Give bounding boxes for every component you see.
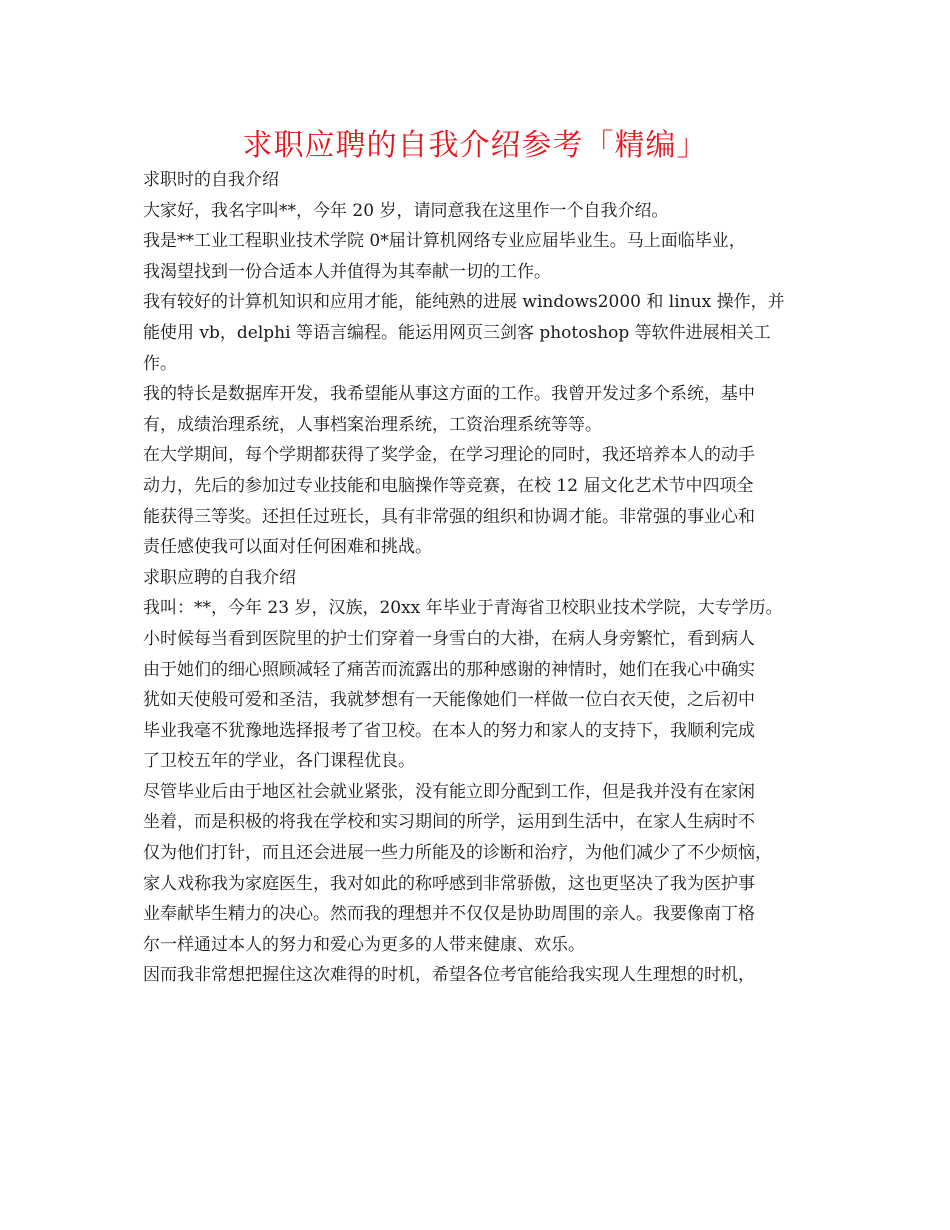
text-line: 我是**工业工程职业技术学院 0*届计算机网络专业应届毕业生。马上面临毕业， [143,231,746,252]
section-heading: 求职时的自我介绍 [143,170,279,190]
text-line: 家人戏称我为家庭医生，我对如此的称呼感到非常骄傲，这也更坚决了我为医护事 [143,873,755,894]
text-line: 大家好，我名字叫**，今年 20 岁，请同意我在这里作一个自我介绍。 [143,200,669,221]
text-line: 小时候每当看到医院里的护士们穿着一身雪白的大褂，在病人身旁繁忙，看到病人 [143,628,755,649]
text-line: 仅为他们打针，而且还会进展一些力所能及的诊断和治疗，为他们减少了不少烦恼， [143,843,772,864]
text-line: 了卫校五年的学业，各门课程优良。 [143,751,415,772]
text-line: 能使用 vb，delphi 等语言编程。能运用网页三剑客 photoshop 等软件进展相关工 [143,322,771,343]
text-line: 作。 [143,353,177,374]
text-line: 动力，先后的参加过专业技能和电脑操作等竞赛，在校 12 届文化艺术节中四项全 [143,475,754,496]
text-line: 犹如天使般可爱和圣洁，我就梦想有一天能像她们一样做一位白衣天使，之后初中 [143,690,755,711]
text-line: 能获得三等奖。还担任过班长，具有非常强的组织和协调才能。非常强的事业心和 [143,506,755,527]
text-line: 我的特长是数据库开发，我希望能从事这方面的工作。我曾开发过多个系统，基中 [143,384,755,405]
text-line: 毕业我毫不犹豫地选择报考了省卫校。在本人的努力和家人的支持下，我顺利完成 [143,720,755,741]
text-line: 我叫：**，今年 23 岁，汉族，20xx 年毕业于青海省卫校职业技术学院，大专学历。 [143,598,783,619]
text-line: 由于她们的细心照顾减轻了痛苦而流露出的那种感谢的神情时，她们在我心中确实 [143,659,755,680]
document-title: 求职应聘的自我介绍参考「精编」 [242,128,708,163]
text-line: 尽管毕业后由于地区社会就业紧张，没有能立即分配到工作，但是我并没有在家闲 [143,781,755,802]
document-body [143,165,815,991]
text-line: 业奉献毕生精力的决心。然而我的理想并不仅仅是协助周围的亲人。我要像南丁格 [143,904,755,925]
text-line: 责任感使我可以面对任何困难和挑战。 [143,537,432,558]
text-line: 我有较好的计算机知识和应用才能，能纯熟的进展 windows2000 和 linux 操作，并 [143,292,785,313]
text-line: 我渴望找到一份合适本人并值得为其奉献一切的工作。 [143,261,551,282]
text-line: 有，成绩治理系统，人事档案治理系统，工资治理系统等等。 [143,414,602,435]
text-line: 坐着，而是积极的将我在学校和实习期间的所学，运用到生活中，在家人生病时不 [143,812,755,833]
section-heading: 求职应聘的自我介绍 [143,567,296,588]
text-line: 尔一样通过本人的努力和爱心为更多的人带来健康、欢乐。 [143,934,585,955]
text-line: 在大学期间，每个学期都获得了奖学金，在学习理论的同时，我还培养本人的动手 [143,445,755,466]
text-line: 因而我非常想把握住这次难得的时机，希望各位考官能给我实现人生理想的时机， [143,965,755,986]
